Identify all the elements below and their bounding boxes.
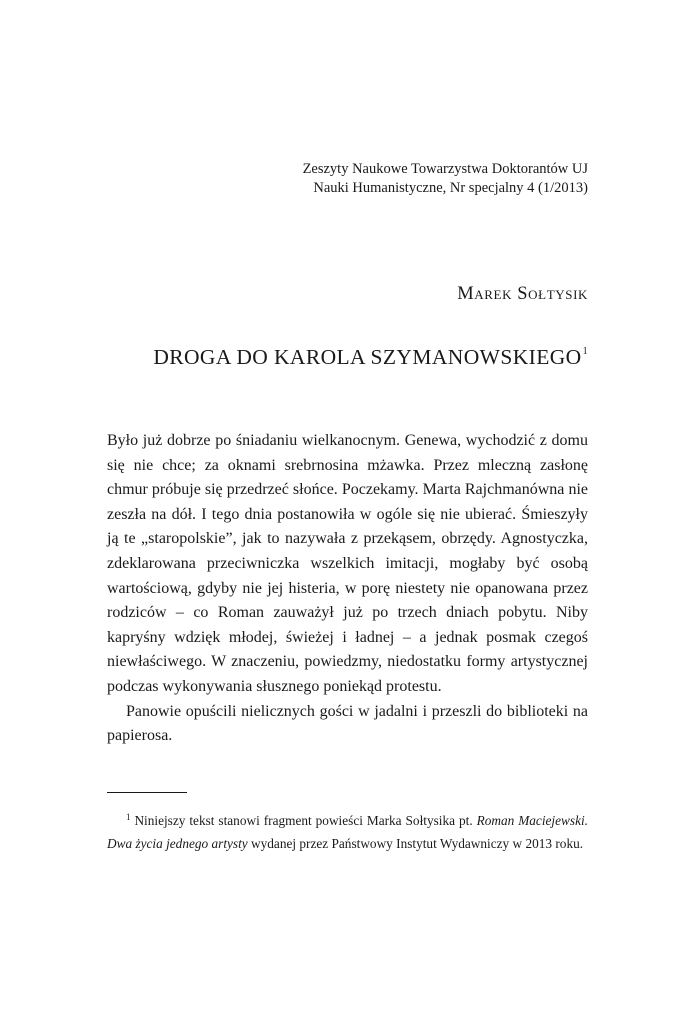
footnote-mark: 1	[126, 812, 131, 822]
body-paragraph: Było już dobrze po śniadaniu wielkanocnym. Genewa, wychodzić z domu się nie chce; za oknami srebrnosina mżawka. Przez mleczną zasłonę chmur próbuje się przedrzeć słońce. Poczekamy. Marta Rajchmanówna nie zeszła na dół. I tego dnia postanowiła w ogóle się nie ubierać. Śmieszyły ją te „staropolskie”, jak to nazywała z przekąsem, obrzędy. Agnostyczka, zdeklarowana przeciwniczka wszelkich imitacji, mogłaby być osobą wartościową, gdyby nie jej histeria, w porę niestety nie opanowana przez rodziców – co Roman zauważył już po trzech dniach pobytu. Niby kapryśny wdzięk młodej, świeżej i ładnej – a jednak posmak czegoś niewłaściwego. W znaczeniu, powiedzmy, niedostatku formy artystycznej podczas wykonywania słusznego poniekąd protestu.	[107, 432, 588, 695]
journal-issue: Nauki Humanistyczne, Nr specjalny 4 (1/2013)	[313, 180, 588, 196]
article-title-block	[153, 345, 588, 370]
journal-header	[303, 160, 588, 198]
footnote-divider	[107, 792, 187, 793]
footnote-text-after: wydanej przez Państwowy Instytut Wydawniczy w 2013 roku.	[247, 835, 584, 851]
article-title: DROGA DO KAROLA SZYMANOWSKIEGO	[153, 345, 582, 369]
footnote	[107, 806, 588, 856]
journal-name: Zeszyty Naukowe Towarzystwa Doktorantów UJ	[302, 161, 588, 177]
title-footnote-mark: 1	[582, 346, 588, 357]
footnote-book-title: Roman Maciejewski. Dwa życia jednego artysty	[107, 813, 588, 851]
footnote-text-before: Niniejszy tekst stanowi fragment powieści Marka Sołtysika pt.	[130, 813, 477, 828]
article-author: Marek Sołtysik	[457, 284, 588, 304]
body-paragraph: Panowie opuścili nielicznych gości w jadalni i przeszli do biblioteki na papierosa.	[107, 702, 588, 745]
article-body	[107, 429, 588, 749]
